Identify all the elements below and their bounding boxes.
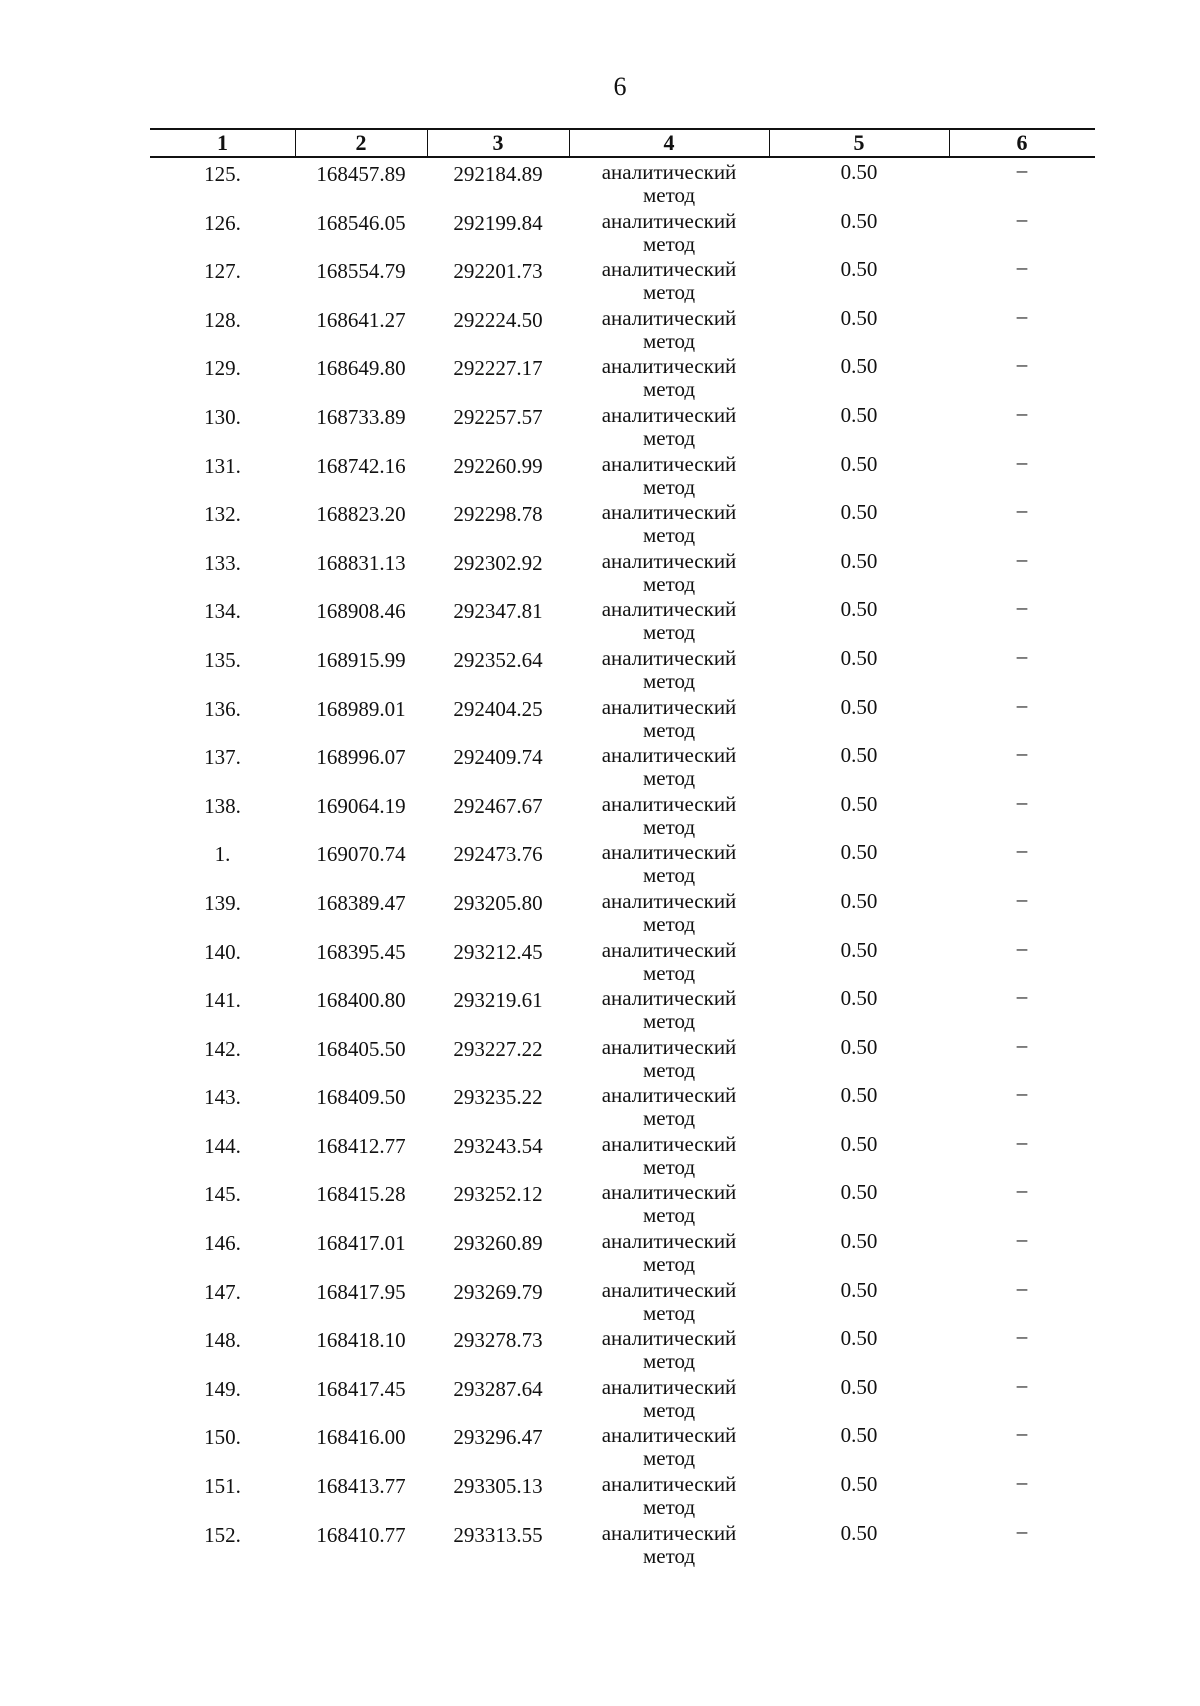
method-cell: [569, 793, 769, 839]
y-coordinate-cell: 292201.73: [453, 259, 543, 284]
point-number-cell: 135.: [204, 647, 241, 672]
note-cell: –: [1016, 789, 1028, 814]
point-number-cell: 148.: [204, 1328, 241, 1353]
note-cell: –: [1016, 595, 1028, 620]
y-coordinate-cell: 292347.81: [453, 599, 543, 624]
x-coordinate-cell: 168554.79: [316, 259, 406, 284]
note-cell: –: [1016, 303, 1028, 328]
method-line-2: метод: [642, 280, 696, 305]
method-line-2: метод: [642, 231, 696, 256]
column-header-1: 1: [217, 130, 228, 155]
x-coordinate-cell: 168546.05: [316, 210, 406, 235]
note-cell: –: [1016, 255, 1028, 280]
point-number-cell: 1.: [214, 842, 231, 867]
method-line-1: аналитический: [601, 1229, 737, 1254]
method-line-2: метод: [642, 474, 696, 499]
y-coordinate-cell: 292409.74: [453, 745, 543, 770]
method-cell: [569, 890, 769, 936]
table-row: [150, 1081, 1095, 1130]
method-cell: [569, 1279, 769, 1325]
point-number-cell: 142.: [204, 1036, 241, 1061]
method-line-2: метод: [642, 1154, 696, 1179]
y-coordinate-cell: 293212.45: [453, 939, 543, 964]
x-coordinate-cell: 168915.99: [316, 647, 406, 672]
page-number: 6: [613, 72, 627, 101]
y-coordinate-cell: 293219.61: [453, 988, 543, 1013]
method-line-2: метод: [642, 1300, 696, 1325]
note-cell: –: [1016, 1470, 1028, 1495]
method-cell: [569, 1230, 769, 1276]
note-cell: –: [1016, 206, 1028, 231]
table-row: [150, 984, 1095, 1033]
y-coordinate-cell: 293235.22: [453, 1085, 543, 1110]
table-row: [150, 547, 1095, 596]
method-line-2: метод: [642, 1446, 696, 1471]
method-cell: [569, 307, 769, 353]
method-line-1: аналитический: [601, 208, 737, 233]
method-line-2: метод: [642, 814, 696, 839]
y-coordinate-cell: 292404.25: [453, 696, 543, 721]
method-line-2: метод: [642, 1349, 696, 1374]
method-cell: [569, 1376, 769, 1422]
table-row: [150, 352, 1095, 401]
method-cell: [569, 939, 769, 985]
method-cell: [569, 355, 769, 401]
column-header-2: 2: [355, 130, 367, 155]
table-row: [150, 158, 1095, 207]
method-line-1: аналитический: [601, 305, 737, 330]
point-number-cell: 139.: [204, 890, 241, 915]
note-cell: –: [1016, 352, 1028, 377]
accuracy-cell: 0.50: [840, 840, 878, 865]
method-cell: [569, 453, 769, 499]
method-line-1: аналитический: [601, 986, 737, 1011]
method-line-2: метод: [642, 1397, 696, 1422]
table-header-row: [150, 128, 1095, 158]
table-row: [150, 1178, 1095, 1227]
method-cell: [569, 1424, 769, 1470]
method-line-1: аналитический: [601, 1472, 737, 1497]
table-row: [150, 1519, 1095, 1568]
accuracy-cell: 0.50: [840, 645, 878, 670]
accuracy-cell: 0.50: [840, 402, 878, 427]
method-line-2: метод: [642, 1009, 696, 1034]
method-line-2: метод: [642, 863, 696, 888]
table-row: [150, 1373, 1095, 1422]
method-line-2: метод: [642, 571, 696, 596]
point-number-cell: 134.: [204, 599, 241, 624]
y-coordinate-cell: 292199.84: [453, 210, 543, 235]
y-coordinate-cell: 293227.22: [453, 1036, 543, 1061]
table-row: [150, 1033, 1095, 1082]
point-number-cell: 140.: [204, 939, 241, 964]
note-cell: –: [1016, 1081, 1028, 1106]
accuracy-cell: 0.50: [840, 1326, 878, 1351]
method-line-1: аналитический: [601, 694, 737, 719]
note-cell: –: [1016, 1421, 1028, 1446]
table-row: [150, 255, 1095, 304]
table-row: [150, 450, 1095, 499]
method-line-1: аналитический: [601, 888, 737, 913]
table-row: [150, 304, 1095, 353]
x-coordinate-cell: 169064.19: [316, 793, 406, 818]
note-cell: –: [1016, 643, 1028, 668]
x-coordinate-cell: 168389.47: [316, 890, 406, 915]
note-cell: –: [1016, 1227, 1028, 1252]
note-cell: –: [1016, 1032, 1028, 1057]
note-cell: –: [1016, 449, 1028, 474]
method-line-1: аналитический: [601, 597, 737, 622]
point-number-cell: 143.: [204, 1085, 241, 1110]
y-coordinate-cell: 292260.99: [453, 453, 543, 478]
method-line-1: аналитический: [601, 257, 737, 282]
method-line-1: аналитический: [601, 402, 737, 427]
method-line-2: метод: [642, 1543, 696, 1568]
point-number-cell: 146.: [204, 1231, 241, 1256]
table-row: [150, 401, 1095, 450]
accuracy-cell: 0.50: [840, 1472, 878, 1497]
accuracy-cell: 0.50: [840, 1374, 878, 1399]
accuracy-cell: 0.50: [840, 1180, 878, 1205]
accuracy-cell: 0.50: [840, 694, 878, 719]
method-line-2: метод: [642, 377, 696, 402]
method-cell: [569, 1036, 769, 1082]
method-line-2: метод: [642, 668, 696, 693]
y-coordinate-cell: 293205.80: [453, 890, 543, 915]
method-cell: [569, 1181, 769, 1227]
x-coordinate-cell: 168823.20: [316, 502, 406, 527]
table-body: [150, 158, 1095, 1567]
point-number-cell: 149.: [204, 1376, 241, 1401]
x-coordinate-cell: 168457.89: [316, 162, 406, 186]
x-coordinate-cell: 168989.01: [316, 696, 406, 721]
x-coordinate-cell: 168416.00: [316, 1425, 406, 1450]
method-cell: [569, 987, 769, 1033]
point-number-cell: 150.: [204, 1425, 241, 1450]
y-coordinate-cell: 293260.89: [453, 1231, 543, 1256]
x-coordinate-cell: 168417.45: [316, 1376, 406, 1401]
point-number-cell: 132.: [204, 502, 241, 527]
accuracy-cell: 0.50: [840, 354, 878, 379]
y-coordinate-cell: 292227.17: [453, 356, 543, 381]
y-coordinate-cell: 293287.64: [453, 1376, 543, 1401]
method-line-1: аналитический: [601, 160, 737, 184]
method-line-2: метод: [642, 1252, 696, 1277]
method-line-2: метод: [642, 425, 696, 450]
method-line-1: аналитический: [601, 1180, 737, 1205]
x-coordinate-cell: 168410.77: [316, 1522, 406, 1547]
point-number-cell: 147.: [204, 1279, 241, 1304]
y-coordinate-cell: 292257.57: [453, 404, 543, 429]
method-cell: [569, 1084, 769, 1130]
accuracy-cell: 0.50: [840, 597, 878, 622]
method-cell: [569, 647, 769, 693]
point-number-cell: 144.: [204, 1133, 241, 1158]
method-line-2: метод: [642, 1203, 696, 1228]
x-coordinate-cell: 168908.46: [316, 599, 406, 624]
x-coordinate-cell: 168415.28: [316, 1182, 406, 1207]
note-cell: –: [1016, 1372, 1028, 1397]
accuracy-cell: 0.50: [840, 1131, 878, 1156]
accuracy-cell: 0.50: [840, 743, 878, 768]
table-row: [150, 741, 1095, 790]
accuracy-cell: 0.50: [840, 208, 878, 233]
x-coordinate-cell: 168996.07: [316, 745, 406, 770]
x-coordinate-cell: 168417.95: [316, 1279, 406, 1304]
note-cell: –: [1016, 935, 1028, 960]
point-number-cell: 145.: [204, 1182, 241, 1207]
method-cell: [569, 744, 769, 790]
note-cell: –: [1016, 400, 1028, 425]
method-line-1: аналитический: [601, 1083, 737, 1108]
method-line-1: аналитический: [601, 1326, 737, 1351]
method-line-1: аналитический: [601, 1374, 737, 1399]
y-coordinate-cell: 293269.79: [453, 1279, 543, 1304]
table-row: [150, 1227, 1095, 1276]
method-line-1: аналитический: [601, 1423, 737, 1448]
x-coordinate-cell: 168405.50: [316, 1036, 406, 1061]
method-cell: [569, 258, 769, 304]
method-line-1: аналитический: [601, 840, 737, 865]
method-line-2: метод: [642, 328, 696, 353]
accuracy-cell: 0.50: [840, 1083, 878, 1108]
accuracy-cell: 0.50: [840, 791, 878, 816]
method-line-2: метод: [642, 766, 696, 791]
point-number-cell: 151.: [204, 1474, 241, 1499]
accuracy-cell: 0.50: [840, 451, 878, 476]
method-line-2: метод: [642, 183, 696, 207]
x-coordinate-cell: 168831.13: [316, 550, 406, 575]
note-cell: –: [1016, 984, 1028, 1009]
method-cell: [569, 1473, 769, 1519]
method-cell: [569, 550, 769, 596]
method-cell: [569, 161, 769, 207]
x-coordinate-cell: 168417.01: [316, 1231, 406, 1256]
accuracy-cell: 0.50: [840, 160, 878, 184]
table-row: [150, 1324, 1095, 1373]
x-coordinate-cell: 168742.16: [316, 453, 406, 478]
table-row: [150, 207, 1095, 256]
y-coordinate-cell: 292184.89: [453, 162, 543, 186]
point-number-cell: 131.: [204, 453, 241, 478]
method-line-2: метод: [642, 620, 696, 645]
x-coordinate-cell: 168409.50: [316, 1085, 406, 1110]
point-number-cell: 129.: [204, 356, 241, 381]
table-row: [150, 936, 1095, 985]
method-line-2: метод: [642, 911, 696, 936]
x-coordinate-cell: 168418.10: [316, 1328, 406, 1353]
table-row: [150, 790, 1095, 839]
x-coordinate-cell: 168641.27: [316, 307, 406, 332]
table-row: [150, 1421, 1095, 1470]
note-cell: –: [1016, 1324, 1028, 1349]
point-number-cell: 133.: [204, 550, 241, 575]
note-cell: –: [1016, 498, 1028, 523]
table-row: [150, 595, 1095, 644]
x-coordinate-cell: 168400.80: [316, 988, 406, 1013]
method-line-1: аналитический: [601, 937, 737, 962]
table-row: [150, 887, 1095, 936]
x-coordinate-cell: 168413.77: [316, 1474, 406, 1499]
method-line-2: метод: [642, 1495, 696, 1520]
point-number-cell: 138.: [204, 793, 241, 818]
method-line-1: аналитический: [601, 1520, 737, 1545]
y-coordinate-cell: 292298.78: [453, 502, 543, 527]
note-cell: –: [1016, 1178, 1028, 1203]
method-cell: [569, 404, 769, 450]
method-line-1: аналитический: [601, 743, 737, 768]
method-cell: [569, 598, 769, 644]
method-line-1: аналитический: [601, 1034, 737, 1059]
table-row: [150, 693, 1095, 742]
point-number-cell: 141.: [204, 988, 241, 1013]
point-number-cell: 128.: [204, 307, 241, 332]
accuracy-cell: 0.50: [840, 986, 878, 1011]
y-coordinate-cell: 293243.54: [453, 1133, 543, 1158]
method-line-1: аналитический: [601, 548, 737, 573]
method-line-2: метод: [642, 1057, 696, 1082]
x-coordinate-cell: 168395.45: [316, 939, 406, 964]
table-row: [150, 1470, 1095, 1519]
y-coordinate-cell: 292224.50: [453, 307, 543, 332]
accuracy-cell: 0.50: [840, 1034, 878, 1059]
column-header-5: 5: [853, 130, 865, 155]
point-number-cell: 126.: [204, 210, 241, 235]
y-coordinate-cell: 293252.12: [453, 1182, 543, 1207]
method-cell: [569, 841, 769, 887]
accuracy-cell: 0.50: [840, 1229, 878, 1254]
accuracy-cell: 0.50: [840, 1277, 878, 1302]
point-number-cell: 127.: [204, 259, 241, 284]
method-line-2: метод: [642, 1106, 696, 1131]
accuracy-cell: 0.50: [840, 937, 878, 962]
accuracy-cell: 0.50: [840, 1423, 878, 1448]
note-cell: –: [1016, 741, 1028, 766]
point-number-cell: 136.: [204, 696, 241, 721]
method-line-1: аналитический: [601, 1131, 737, 1156]
note-cell: –: [1016, 1275, 1028, 1300]
column-header-6: 6: [1016, 130, 1028, 155]
point-number-cell: 152.: [204, 1522, 241, 1547]
note-cell: –: [1016, 886, 1028, 911]
method-line-1: аналитический: [601, 791, 737, 816]
x-coordinate-cell: 169070.74: [316, 842, 406, 867]
point-number-cell: 125.: [204, 162, 241, 186]
method-line-2: метод: [642, 717, 696, 742]
method-line-1: аналитический: [601, 1277, 737, 1302]
x-coordinate-cell: 168733.89: [316, 404, 406, 429]
method-cell: [569, 1327, 769, 1373]
point-number-cell: 130.: [204, 404, 241, 429]
y-coordinate-cell: 292302.92: [453, 550, 543, 575]
y-coordinate-cell: 292352.64: [453, 647, 543, 672]
table-row: [150, 498, 1095, 547]
y-coordinate-cell: 293278.73: [453, 1328, 543, 1353]
y-coordinate-cell: 292473.76: [453, 842, 543, 867]
method-cell: [569, 696, 769, 742]
method-line-2: метод: [642, 960, 696, 985]
method-line-1: аналитический: [601, 500, 737, 525]
method-line-1: аналитический: [601, 451, 737, 476]
accuracy-cell: 0.50: [840, 888, 878, 913]
point-number-cell: 137.: [204, 745, 241, 770]
note-cell: –: [1016, 1518, 1028, 1543]
method-line-2: метод: [642, 523, 696, 548]
method-line-1: аналитический: [601, 354, 737, 379]
note-cell: –: [1016, 1129, 1028, 1154]
accuracy-cell: 0.50: [840, 305, 878, 330]
table-row: [150, 1130, 1095, 1179]
column-header-3: 3: [492, 130, 504, 155]
note-cell: –: [1016, 692, 1028, 717]
y-coordinate-cell: 293313.55: [453, 1522, 543, 1547]
accuracy-cell: 0.50: [840, 257, 878, 282]
table-row: [150, 644, 1095, 693]
note-cell: –: [1016, 158, 1028, 182]
table-row: [150, 838, 1095, 887]
method-cell: [569, 501, 769, 547]
coordinates-table: [150, 128, 1095, 1567]
method-cell: [569, 210, 769, 256]
y-coordinate-cell: 293305.13: [453, 1474, 543, 1499]
x-coordinate-cell: 168412.77: [316, 1133, 406, 1158]
method-cell: [569, 1522, 769, 1568]
table-row: [150, 1276, 1095, 1325]
note-cell: –: [1016, 838, 1028, 863]
column-header-4: 4: [663, 130, 675, 155]
x-coordinate-cell: 168649.80: [316, 356, 406, 381]
note-cell: –: [1016, 546, 1028, 571]
accuracy-cell: 0.50: [840, 1520, 878, 1545]
y-coordinate-cell: 292467.67: [453, 793, 543, 818]
y-coordinate-cell: 293296.47: [453, 1425, 543, 1450]
accuracy-cell: 0.50: [840, 500, 878, 525]
method-line-1: аналитический: [601, 645, 737, 670]
method-cell: [569, 1133, 769, 1179]
accuracy-cell: 0.50: [840, 548, 878, 573]
